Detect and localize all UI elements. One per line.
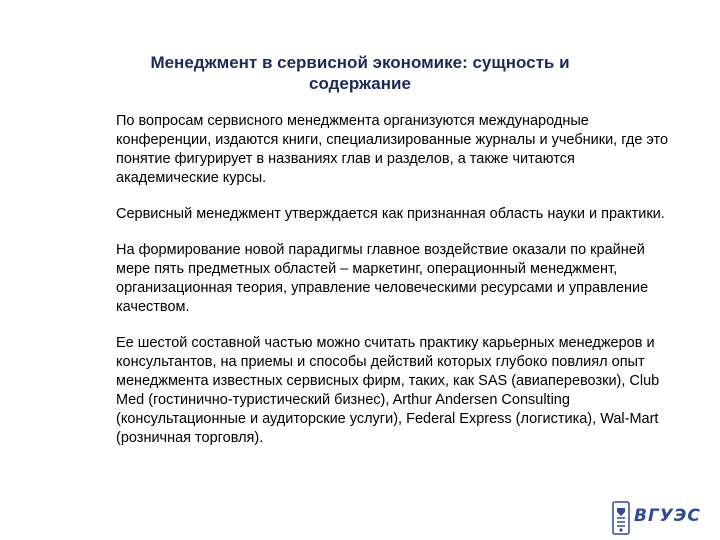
slide-content	[116, 112, 672, 448]
university-logo	[612, 500, 704, 536]
logo-text: ВГУЭС	[634, 506, 701, 526]
slide-title: Менеджмент в сервисной экономике: сущность и содержание	[150, 53, 570, 93]
paragraph-1: По вопросам сервисного менеджмента организуются международные конференции, издаются книги, специализированные журналы и учебники, где это понятие фигурирует в названиях глав и разделов, а также читаются академические курсы.	[116, 113, 669, 186]
paragraph-2: Сервисный менеджмент утверждается как признанная область науки и практики.	[116, 206, 665, 222]
paragraph-4: Ее шестой составной частью можно считать практику карьерных менеджеров и консультантов, на приемы и способы действий которых глубоко повлиял опыт менеджмента известных сервисных фирм, таких, как SAS (авиаперевозки), Club Med (гостинично-туристический бизнес), Arthur Andersen Consulting (консультационные и аудиторские услуги), Federal Express (логистика), Wal-Mart (розничная торговля).	[116, 335, 660, 446]
paragraph-3: На формирование новой парадигмы главное воздействие оказали по крайней мере пять предметных областей – маркетинг, операционный менеджмент, организационная теория, управление человеческими ресурсами и управление качеством.	[116, 242, 649, 315]
university-emblem-icon	[612, 500, 630, 536]
